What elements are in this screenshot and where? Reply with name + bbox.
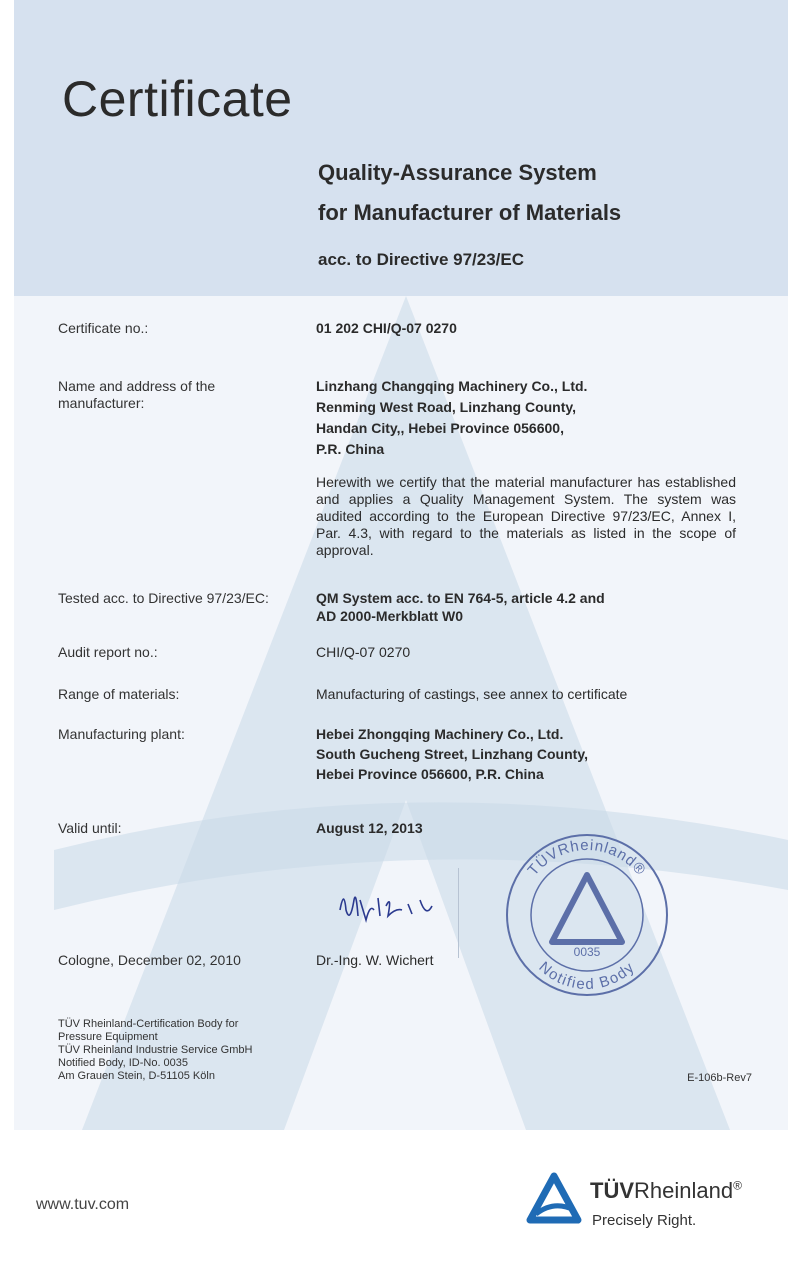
plant-line-1: Hebei Zhongqing Machinery Co., Ltd.: [316, 726, 564, 742]
signature-icon: [336, 880, 446, 930]
manufacturer-line-4: P.R. China: [316, 441, 385, 457]
issuer-line-3: TÜV Rheinland Industrie Service GmbH: [58, 1044, 253, 1056]
range-of-materials-value: Manufacturing of castings, see annex to certificate: [316, 686, 628, 702]
manufacturer-line-3: Handan City,, Hebei Province 056600,: [316, 420, 564, 436]
website-link[interactable]: www.tuv.com: [36, 1196, 130, 1213]
place-and-date: Cologne, December 02, 2010: [58, 952, 241, 968]
page-title: Certificate: [62, 71, 293, 127]
plant-line-2: South Gucheng Street, Linzhang County,: [316, 746, 588, 762]
brand-bold: TÜV: [590, 1178, 634, 1203]
svg-text:0035: 0035: [573, 945, 601, 959]
document-code: E-106b-Rev7: [687, 1072, 752, 1084]
audit-report-label: Audit report no.:: [58, 644, 158, 660]
certificate-no-value: 01 202 CHI/Q-07 0270: [316, 320, 457, 336]
brand-regular: Rheinland: [634, 1178, 734, 1203]
tested-label: Tested acc. to Directive 97/23/EC:: [58, 590, 269, 606]
directive-subtitle: acc. to Directive 97/23/EC: [318, 250, 525, 269]
manufacturer-line-1: Linzhang Changqing Machinery Co., Ltd.: [316, 378, 588, 394]
subtitle-line-2: for Manufacturer of Materials: [318, 200, 622, 225]
valid-until-label: Valid until:: [58, 820, 122, 836]
subtitle-line-1: Quality-Assurance System: [318, 160, 597, 185]
signatory-name: Dr.-Ing. W. Wichert: [316, 952, 434, 968]
issuer-line-4: Notified Body, ID-No. 0035: [58, 1057, 189, 1069]
brand-wordmark: [590, 1178, 742, 1204]
manufacturer-label-line-2: manufacturer:: [58, 395, 145, 411]
issuer-line-1: TÜV Rheinland-Certification Body for: [58, 1018, 239, 1030]
notified-body-stamp-icon: [502, 830, 672, 1000]
tested-line-2: AD 2000-Merkblatt W0: [316, 608, 464, 624]
manufacturer-label-line-1: Name and address of the: [58, 378, 216, 394]
manufacturer-line-2: Renming West Road, Linzhang County,: [316, 399, 577, 415]
signature-divider: [458, 868, 459, 958]
certificate-no-label: Certificate no.:: [58, 320, 149, 336]
issuer-line-5: Am Grauen Stein, D-51105 Köln: [58, 1070, 215, 1082]
certification-statement: Herewith we certify that the material manufacturer has established and applies a Quality Management System. The system was audited according to the European Directive 97/23/EC, Annex I, Par. 4.3, with regard to the materials as listed in the scope of approval.: [316, 474, 736, 558]
svg-text:TÜVRheinland®: TÜVRheinland®: [524, 836, 650, 880]
range-of-materials-label: Range of materials:: [58, 686, 180, 702]
tagline: Precisely Right.: [592, 1212, 697, 1229]
certificate-frame: [14, 0, 788, 1130]
valid-until-value: August 12, 2013: [316, 820, 423, 836]
issuer-block: [58, 1018, 252, 1083]
brand-registered: ®: [733, 1178, 742, 1193]
audit-report-value: CHI/Q-07 0270: [316, 644, 411, 660]
issuer-line-2: Pressure Equipment: [58, 1031, 158, 1043]
plant-line-3: Hebei Province 056600, P.R. China: [316, 766, 544, 782]
svg-text:Notified Body: Notified Body: [535, 958, 639, 994]
tested-line-1: QM System acc. to EN 764-5, article 4.2 and: [316, 590, 605, 606]
tuv-triangle-logo-icon: [524, 1170, 584, 1226]
manufacturing-plant-label: Manufacturing plant:: [58, 726, 185, 742]
